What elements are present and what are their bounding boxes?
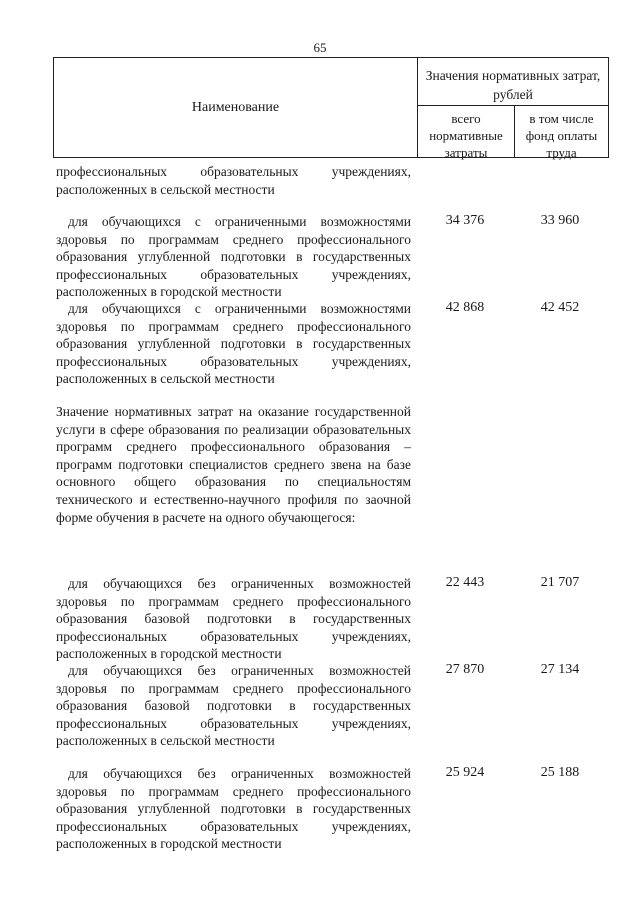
row-wage-fund: 33 960 bbox=[540, 213, 580, 228]
row-text: для обучающихся без ограниченных возможностей здоровья по программам среднего профессионального образования базовой подготовки в государственных профессиональных образовательных учреждениях, расположенных в городской местности bbox=[56, 576, 411, 662]
header-wage-fund: в том числе фонд оплаты труда bbox=[525, 111, 598, 160]
header-total-costs: всего нормативные затраты bbox=[429, 111, 503, 160]
header-name: Наименование bbox=[191, 100, 280, 115]
row-text: для обучающихся с ограниченными возможностями здоровья по программам среднего профессионального образования углубленной подготовки в государственных профессиональных образовательных учреждениях, расположенных в сельской местности bbox=[56, 301, 411, 387]
page-number: 65 bbox=[313, 40, 327, 55]
section-heading: Значение нормативных затрат на оказание государственной услуги в сфере образования по реализации образовательных программ среднего профессионального образования – программ подготовки специалистов среднего звена на базе основного общего образования по специальностям технического и естественно-научного профиля по заочной форме обучения в расчете на одного обучающегося: bbox=[56, 404, 411, 525]
row-wage-fund: 21 707 bbox=[540, 575, 580, 590]
row-total: 22 443 bbox=[445, 575, 485, 590]
header-values-title: Значения нормативных затрат, рублей bbox=[425, 68, 601, 102]
row-total: 34 376 bbox=[445, 213, 485, 228]
row-total: 25 924 bbox=[445, 765, 485, 780]
row-text: для обучающихся с ограниченными возможностями здоровья по программам среднего профессионального образования углубленной подготовки в государственных профессиональных образовательных учреждениях, расположенных в городской местности bbox=[56, 214, 411, 300]
row-text: профессиональных образовательных учреждениях, расположенных в сельской местности bbox=[56, 164, 411, 197]
row-text: для обучающихся без ограниченных возможностей здоровья по программам среднего профессионального образования углубленной подготовки в государственных профессиональных образовательных учреждениях, расположенных в городской местности bbox=[56, 766, 411, 852]
row-text: для обучающихся без ограниченных возможностей здоровья по программам среднего профессионального образования базовой подготовки в государственных профессиональных образовательных учреждениях, расположенных в сельской местности bbox=[56, 663, 411, 749]
table-header bbox=[53, 57, 609, 158]
row-total: 27 870 bbox=[445, 662, 485, 677]
row-total: 42 868 bbox=[445, 300, 485, 315]
row-wage-fund: 27 134 bbox=[540, 662, 580, 677]
row-wage-fund: 25 188 bbox=[540, 765, 580, 780]
row-wage-fund: 42 452 bbox=[540, 300, 580, 315]
